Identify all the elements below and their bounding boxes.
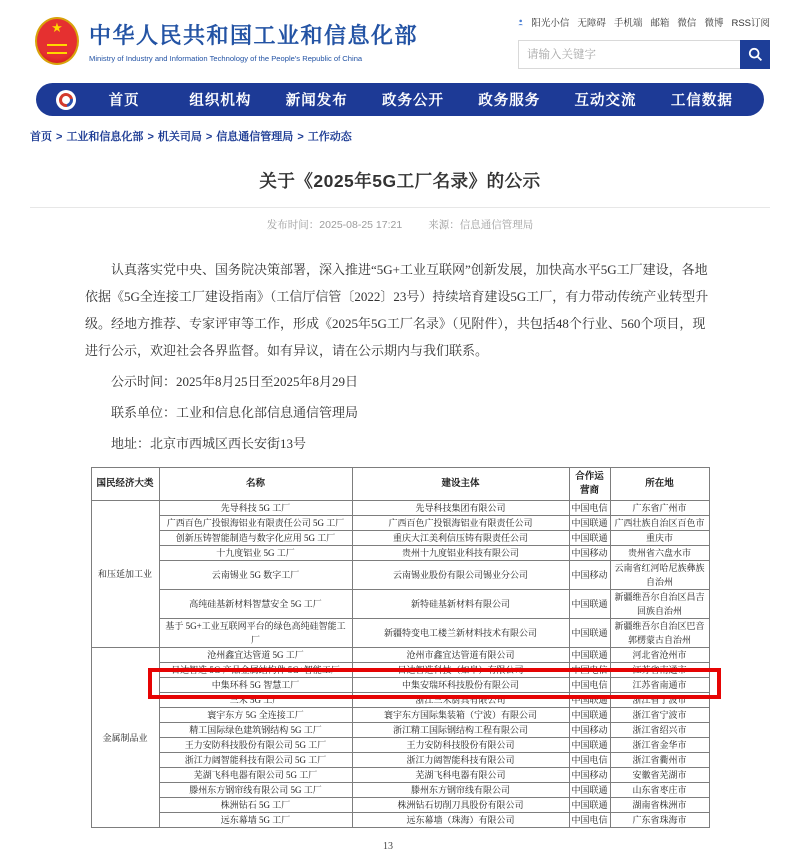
factory-name-cell: 滕州东方钢帘线有限公司 5G 工厂 — [159, 783, 352, 798]
table-row — [91, 723, 709, 738]
operator-cell: 中国联通 — [569, 619, 610, 648]
builder-cell: 沧州市鑫宜达管道有限公司 — [352, 648, 569, 663]
builder-cell: 广西百色广投银海铝业有限责任公司 — [352, 516, 569, 531]
factory-name-cell: 株洲钻石 5G 工厂 — [159, 798, 352, 813]
site-title-cn: 中华人民共和国工业和信息化部 — [89, 23, 419, 48]
operator-cell: 中国联通 — [569, 516, 610, 531]
nav-item-互动交流[interactable]: 互动交流 — [574, 93, 637, 109]
nav-item-政务公开[interactable]: 政务公开 — [381, 93, 444, 109]
location-cell: 云南省红河哈尼族彝族自治州 — [610, 561, 709, 590]
nav-item-组织机构[interactable]: 组织机构 — [189, 93, 252, 109]
document-page-number: 13 — [383, 841, 393, 852]
location-cell: 浙江省金华市 — [610, 738, 709, 753]
page-title: 关于《2025年5G工厂名录》的公示 — [259, 171, 541, 191]
breadcrumb-item-工业和信息化部[interactable]: 工业和信息化部 — [66, 131, 144, 143]
table-row — [91, 813, 709, 828]
main-nav — [36, 83, 764, 116]
column-header-国民经济大类: 国民经济大类 — [91, 468, 159, 501]
table-row — [91, 501, 709, 516]
builder-cell: 芜湖飞科电器有限公司 — [352, 768, 569, 783]
nav-item-首页[interactable]: 首页 — [108, 93, 140, 109]
table-row — [91, 678, 709, 693]
location-cell: 江苏省南通市 — [610, 678, 709, 693]
table-row — [91, 546, 709, 561]
column-header-名称: 名称 — [159, 468, 352, 501]
location-cell: 浙江省衢州市 — [610, 753, 709, 768]
builder-cell: 王力安防科技股份有限公司 — [352, 738, 569, 753]
factory-name-cell: 王力安防科技股份有限公司 5G 工厂 — [159, 738, 352, 753]
factory-name-cell: 先导科技 5G 工厂 — [159, 501, 352, 516]
operator-cell: 中国移动 — [569, 561, 610, 590]
table-row — [91, 561, 709, 590]
operator-cell: 中国电信 — [569, 813, 610, 828]
operator-cell: 中国移动 — [569, 768, 610, 783]
top-link-手机端[interactable]: 手机端 — [613, 18, 643, 29]
page-header — [0, 0, 800, 75]
location-cell: 山东省枣庄市 — [610, 783, 709, 798]
table-row — [91, 798, 709, 813]
column-header-所在地: 所在地 — [610, 468, 709, 501]
table-row — [91, 738, 709, 753]
builder-cell: 新特硅基新材料有限公司 — [352, 590, 569, 619]
top-link-阳光小信[interactable]: 阳光小信 — [531, 18, 570, 29]
operator-cell: 中国联通 — [569, 693, 610, 708]
factory-name-cell: 沧州鑫宜达管道 5G 工厂 — [159, 648, 352, 663]
builder-cell: 贵州十九度铝业科技有限公司 — [352, 546, 569, 561]
top-link-邮箱[interactable]: 邮箱 — [650, 18, 670, 29]
source-label: 来源： — [428, 219, 460, 231]
column-header-合作运营商: 合作运营商 — [569, 468, 610, 501]
breadcrumb — [30, 128, 770, 144]
article-paragraph: 地址：北京市西城区西长安街13号 — [111, 436, 307, 451]
emblem-gate-icon — [47, 44, 67, 54]
factory-name-cell: 创新压铸智能制造与数字化应用 5G 工厂 — [159, 531, 352, 546]
table-row — [91, 619, 709, 648]
article-paragraph: 认真落实党中央、国务院决策部署，深入推进“5G+工业互联网”创新发展，加快高水平5G工厂建设，各地依据《5G全连接工厂建设指南》（工信厅信管〔2022〕23号）持续培育建设5G工厂，有力带动传统产业转型升级。经地方推荐、专家评审等工作，形成《2025年5G工厂名录》（见附件），共包括48个行业、560个项目，现进行公示，欢迎社会各界监督。如有异议，请在公示期内与我们联系。 — [85, 262, 709, 358]
builder-cell: 浙江三禾厨具有限公司 — [352, 693, 569, 708]
column-header-建设主体: 建设主体 — [352, 468, 569, 501]
location-cell: 广西壮族自治区百色市 — [610, 516, 709, 531]
operator-cell: 中国电信 — [569, 501, 610, 516]
builder-cell: 重庆大江美利信压铸有限责任公司 — [352, 531, 569, 546]
operator-cell: 中国电信 — [569, 753, 610, 768]
factory-name-cell: 云南锡业 5G 数字工厂 — [159, 561, 352, 590]
factory-name-cell: 精工国际绿色建筑钢结构 5G 工厂 — [159, 723, 352, 738]
location-cell: 浙江省绍兴市 — [610, 723, 709, 738]
operator-cell: 中国移动 — [569, 546, 610, 561]
top-link-无障碍[interactable]: 无障碍 — [577, 18, 606, 29]
emblem-star-icon: ★ — [51, 20, 63, 35]
factory-name-cell: 十九度铝业 5G 工厂 — [159, 546, 352, 561]
location-cell: 安徽省芜湖市 — [610, 768, 709, 783]
breadcrumb-separator: > — [205, 131, 213, 143]
builder-cell: 浙江精工国际钢结构工程有限公司 — [352, 723, 569, 738]
top-link-微信[interactable]: 微信 — [677, 18, 697, 29]
top-link-RSS订阅[interactable]: RSS订阅 — [731, 18, 770, 29]
table-row — [91, 663, 709, 678]
operator-cell: 中国联通 — [569, 531, 610, 546]
table-row — [91, 708, 709, 723]
location-cell: 广东省广州市 — [610, 501, 709, 516]
table-row — [91, 516, 709, 531]
location-cell: 贵州省六盘水市 — [610, 546, 709, 561]
operator-cell: 中国联通 — [569, 708, 610, 723]
builder-cell: 远东幕墙（珠海）有限公司 — [352, 813, 569, 828]
attachment-document — [0, 467, 800, 828]
builder-cell: 浙江力阔智能科技有限公司 — [352, 753, 569, 768]
table-header-row — [91, 468, 709, 501]
assistant-person-icon — [518, 17, 523, 28]
search-input[interactable] — [519, 41, 740, 68]
table-row — [91, 783, 709, 798]
builder-cell: 云南锡业股份有限公司锡业分公司 — [352, 561, 569, 590]
table-row — [91, 753, 709, 768]
top-links — [518, 15, 770, 29]
national-emblem-logo — [35, 17, 79, 65]
operator-cell: 中国联通 — [569, 738, 610, 753]
article-paragraph: 公示时间：2025年8月25日至2025年8月29日 — [111, 374, 359, 389]
miit-gear-logo-icon — [56, 90, 76, 110]
breadcrumb-separator: > — [56, 131, 63, 143]
search-button[interactable] — [740, 40, 770, 69]
table-row — [91, 648, 709, 663]
nav-item-政务服务[interactable]: 政务服务 — [478, 93, 541, 109]
article-body — [85, 256, 715, 457]
nav-item-新闻发布[interactable]: 新闻发布 — [285, 93, 348, 109]
operator-cell: 中国电信 — [569, 663, 610, 678]
breadcrumb-item-机关司局[interactable]: 机关司局 — [157, 131, 202, 143]
location-cell: 广东省珠海市 — [610, 813, 709, 828]
location-cell: 湖南省株洲市 — [610, 798, 709, 813]
article-meta — [30, 207, 770, 232]
factory-name-cell: 寰宇东方 5G 全连接工厂 — [159, 708, 352, 723]
builder-cell: 先导科技集团有限公司 — [352, 501, 569, 516]
brand — [35, 13, 418, 69]
builder-cell: 日达智造科技（如皋）有限公司 — [352, 663, 569, 678]
factory-name-cell: 远东幕墙 5G 工厂 — [159, 813, 352, 828]
breadcrumb-separator: > — [297, 131, 304, 143]
builder-cell: 寰宇东方国际集装箱（宁波）有限公司 — [352, 708, 569, 723]
builder-cell: 新疆特变电工楼兰新材料技术有限公司 — [352, 619, 569, 648]
operator-cell: 中国联通 — [569, 590, 610, 619]
top-link-微博[interactable]: 微博 — [704, 18, 724, 29]
location-cell: 新疆维吾尔自治区巴音郭楞蒙古自治州 — [610, 619, 709, 648]
publish-time-label: 发布时间： — [266, 219, 320, 231]
operator-cell: 中国电信 — [569, 678, 610, 693]
table-row — [91, 590, 709, 619]
breadcrumb-separator: > — [147, 131, 154, 143]
source-value: 信息通信管理局 — [459, 219, 534, 231]
factory-name-cell: 日达智造 5G 产品金属结构件 5G+智能工厂 — [159, 663, 352, 678]
publish-time-value: 2025-08-25 17:21 — [319, 219, 403, 231]
factory-name-cell: 基于 5G+工业互联网平台的绿色高纯硅智能工厂 — [159, 619, 352, 648]
builder-cell: 株洲钻石切削刀具股份有限公司 — [352, 798, 569, 813]
table-row — [91, 693, 709, 708]
factory-name-cell: 广西百色广投银海铝业有限责任公司 5G 工厂 — [159, 516, 352, 531]
operator-cell: 中国联通 — [569, 798, 610, 813]
category-cell: 和压延加工业 — [91, 501, 159, 648]
builder-cell: 滕州东方钢帘线有限公司 — [352, 783, 569, 798]
factory-name-cell: 浙江力阔智能科技有限公司 5G 工厂 — [159, 753, 352, 768]
location-cell: 河北省沧州市 — [610, 648, 709, 663]
operator-cell: 中国联通 — [569, 648, 610, 663]
builder-cell: 中集安瑞环科技股份有限公司 — [352, 678, 569, 693]
location-cell: 重庆市 — [610, 531, 709, 546]
article-paragraph: 联系单位：工业和信息化部信息通信管理局 — [111, 405, 359, 420]
breadcrumb-item-工作动态: 工作动态 — [307, 131, 352, 143]
factory-name-cell: 三禾 5G 工厂 — [159, 693, 352, 708]
search-bar — [518, 40, 770, 69]
factory-directory-table — [91, 467, 710, 828]
location-cell: 浙江省宁波市 — [610, 693, 709, 708]
location-cell: 江苏省南通市 — [610, 663, 709, 678]
table-row — [91, 768, 709, 783]
breadcrumb-item-信息通信管理局[interactable]: 信息通信管理局 — [216, 131, 294, 143]
location-cell: 新疆维吾尔自治区昌吉回族自治州 — [610, 590, 709, 619]
operator-cell: 中国移动 — [569, 723, 610, 738]
category-cell: 金属制品业 — [91, 648, 159, 828]
factory-name-cell: 中集环科 5G 智慧工厂 — [159, 678, 352, 693]
factory-name-cell: 芜湖飞科电器有限公司 5G 工厂 — [159, 768, 352, 783]
nav-item-工信数据[interactable]: 工信数据 — [670, 93, 733, 109]
factory-name-cell: 高纯硅基新材料智慧安全 5G 工厂 — [159, 590, 352, 619]
location-cell: 浙江省宁波市 — [610, 708, 709, 723]
search-icon — [748, 47, 763, 62]
operator-cell: 中国联通 — [569, 783, 610, 798]
table-row — [91, 531, 709, 546]
breadcrumb-item-首页[interactable]: 首页 — [30, 131, 52, 143]
site-title-en: Ministry of Industry and Information Technology of the People's Republic of China — [89, 54, 363, 63]
